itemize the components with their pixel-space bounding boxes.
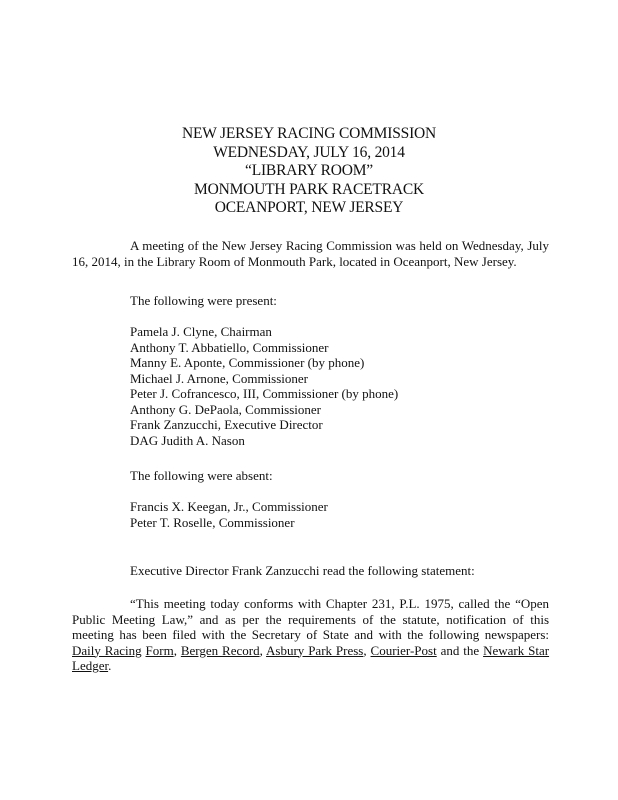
list-item: Peter J. Cofrancesco, III, Commissioner (by phone) bbox=[130, 386, 399, 401]
header-venue: MONMOUTH PARK RACETRACK bbox=[194, 180, 424, 198]
newspaper-form: Form bbox=[145, 642, 174, 658]
list-item: Peter T. Roselle, Commissioner bbox=[130, 514, 295, 530]
list-item: Anthony T. Abbatiello, Commissioner bbox=[130, 339, 329, 355]
statement-end: . bbox=[108, 658, 112, 673]
list-item: Pamela J. Clyne, Chairman bbox=[130, 324, 272, 339]
list-item: DAG Judith A. Nason bbox=[130, 432, 245, 448]
list-item: Manny E. Aponte, Commissioner (by phone) bbox=[130, 355, 365, 370]
header-date: WEDNESDAY, JULY 16, 2014 bbox=[213, 143, 405, 161]
statement-intro: Executive Director Frank Zanzucchi read the following statement: bbox=[130, 563, 475, 578]
list-item: Michael J. Arnone, Commissioner bbox=[130, 370, 309, 386]
statement-text: “This meeting today conforms with Chapter 231, P.L. 1975, called the “Open Public Meeting Law,” and as per the requirements of the statute, notification of this meeting has been filed with the Secretary of State and with the following newspapers: bbox=[72, 596, 549, 642]
newspaper-daily-racing: Daily Racing bbox=[72, 642, 142, 658]
present-heading: The following were present: bbox=[130, 293, 277, 308]
newspaper-courier-post: Courier-Post bbox=[370, 642, 437, 658]
newspaper-asbury-park-press: Asbury Park Press bbox=[266, 642, 364, 658]
statement-paragraph: “This meeting today conforms with Chapter 231, P.L. 1975, called the “Open Public Meeting Law,” and as per the requirements of the statute, notification of this meeting has been filed with the Secretary of State and with the following newspapers: Daily Racing Form, Bergen Record, Asbury Park Press, Courier-Post and the Newark Star Ledger. bbox=[72, 596, 550, 673]
statement-conjunction: and the bbox=[440, 642, 480, 658]
newspaper-newark-star-ledger: Newark Star Ledger bbox=[72, 642, 550, 673]
list-item: Francis X. Keegan, Jr., Commissioner bbox=[130, 499, 328, 514]
newspaper-bergen-record: Bergen Record bbox=[180, 642, 260, 658]
header-room: “LIBRARY ROOM” bbox=[245, 162, 373, 179]
header-commission: NEW JERSEY RACING COMMISSION bbox=[181, 125, 437, 142]
header-location: OCEANPORT, NEW JERSEY bbox=[214, 199, 404, 216]
present-list bbox=[130, 324, 398, 448]
absent-heading: The following were absent: bbox=[130, 468, 273, 483]
list-item: Anthony G. DePaola, Commissioner bbox=[130, 401, 322, 417]
list-item: Frank Zanzucchi, Executive Director bbox=[130, 417, 323, 432]
absent-list bbox=[130, 499, 328, 530]
document-header bbox=[0, 125, 618, 218]
intro-paragraph: A meeting of the New Jersey Racing Commission was held on Wednesday, July 16, 2014, in the Library Room of Monmouth Park, located in Oceanport, New Jersey. bbox=[72, 238, 549, 269]
